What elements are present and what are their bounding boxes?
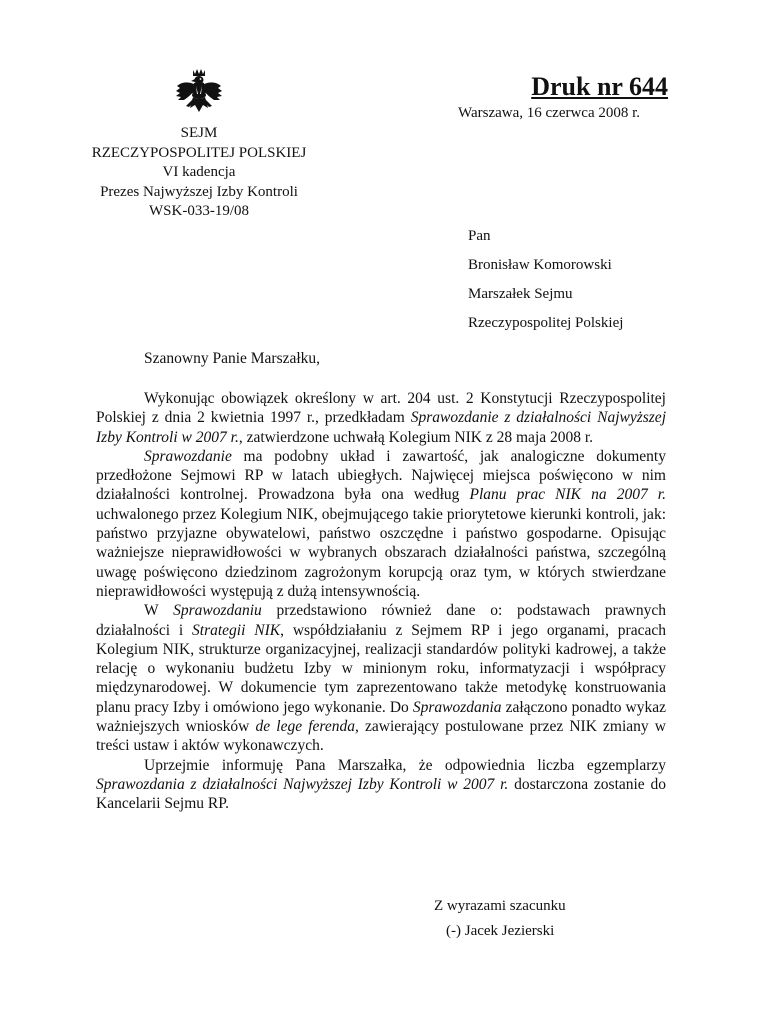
signature: (-) Jacek Jezierski [446,923,555,939]
sender-line: VI kadencja [162,164,236,180]
text-run-italic: Sprawozdania [412,698,502,716]
text-run: ma podobny układ i zawartość, jak analogiczne dokumenty przedłożone Sejmowi RP w latach ubiegłych. Najwięcej miejsca poświęcono w nim działalności kontrolnej. Prowadzona była ona według [96,447,666,504]
closing-block [434,894,566,944]
addressee-line: Bronisław Komorowski [468,257,612,273]
text-run: załączono ponadto wykaz ważniejszych wniosków [96,698,667,736]
eagle-emblem-icon [174,66,224,118]
body-paragraph [96,447,666,601]
text-run: Wykonując obowiązek określony w art. 204 ust. 2 Konstytucji Rzeczypospolitej Polskiej z dnia 2 kwietnia 1997 r., przedkładam [96,390,666,427]
text-run-italic: Sprawozdaniu [173,602,262,620]
addressee-line: Pan [468,228,491,244]
text-run: dostarczona zostanie do Kancelarii Sejmu RP. [96,775,666,813]
sender-block [64,124,334,222]
salutation: Szanowny Panie Marszałku, [144,350,321,367]
body-paragraph [96,756,666,814]
text-run-italic: Planu prac NIK na 2007 r. [469,486,666,504]
text-run-italic: Sprawozdanie [144,447,232,465]
letter-date: Warszawa, 16 czerwca 2008 r. [458,105,641,121]
closing-regards: Z wyrazami szacunku [434,898,566,914]
text-run-italic: Strategii NIK [192,621,281,639]
sender-line: Prezes Najwyższej Izby Kontroli [100,183,298,200]
text-run-italic: de lege ferenda [255,718,356,736]
text-run: , zatwierdzone uchwałą Kolegium NIK z 28 maja 2008 r. [238,428,594,446]
body-paragraph [96,389,666,447]
text-run-italic: Sprawozdanie z działalności Najwyższej Izby Kontroli w 2007 r. [96,409,666,446]
text-run: przedstawiono również dane o: podstawach prawnych działalności i [96,602,666,639]
text-run: , współdziałaniu z Sejmem RP i jego organami, pracach Kolegium NIK, strukturze organizacyjnej, realizacji standardów polityki kadrowej, a także relację o wykonaniu budżetu Izby w minionym roku, informatyzacji i współpracy międzynarodowej. W dokumencie tym zaprezentowano także metodykę konstruowania planu pracy Izby i omówiono jego wykonanie. Do [96,621,666,716]
letter-body [96,389,666,814]
text-run-italic: Sprawozdania z działalności Najwyższej Izby Kontroli w 2007 r. [96,775,509,793]
sender-line: SEJM [180,125,218,141]
document-number: Druk nr 644 [531,72,668,101]
text-run: , zawierający postulowane przez NIK zmiany w treści ustaw i aktów wykonawczych. [96,718,667,755]
addressee-line: Rzeczypospolitej Polskiej [468,315,624,331]
text-run: uchwalonego przez Kolegium NIK, obejmującego takie priorytetowe kierunki kontroli, jak: państwo przyjazne obywatelowi, państwo oszczędne i państwo gospodarne. Opisując ważniejsze nieprawidłowości w wybranych obszarach działalności państwa, szczególną uwagę poświęcono dziedzinom zagrożonym korupcją oraz tym, w których stwierdzane nieprawidłowości występują z dużą intensywnością. [96,505,666,600]
addressee-block [468,222,623,338]
sender-line: RZECZYPOSPOLITEJ POLSKIEJ [91,144,307,161]
text-run: Uprzejmie informuję Pana Marszałka, że odpowiednia liczba egzemplarzy [144,756,666,774]
text-run: W [144,602,174,620]
sender-reference-number: WSK-033-19/08 [149,203,249,219]
body-paragraph [96,601,666,755]
addressee-line: Marszałek Sejmu [468,286,573,302]
